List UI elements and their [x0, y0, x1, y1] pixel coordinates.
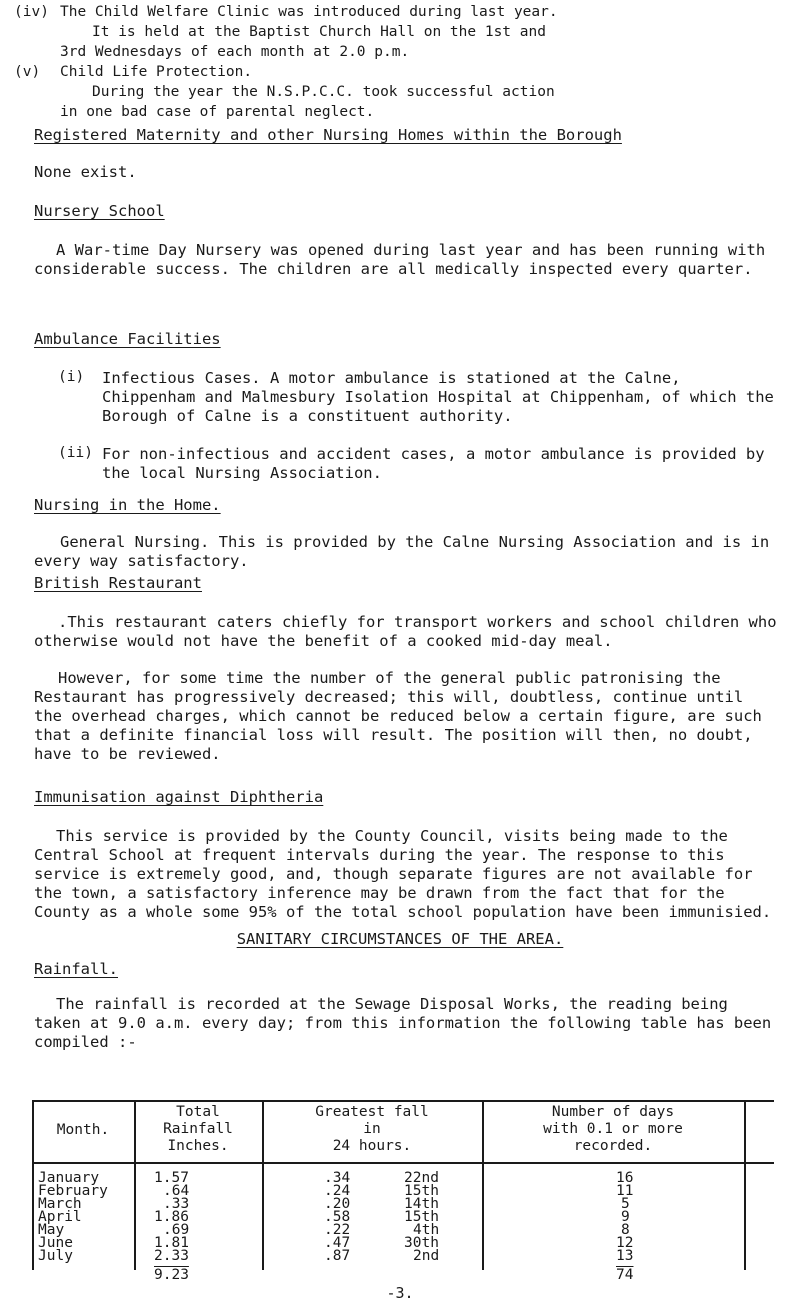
item-v-line3: in one bad case of parental neglect.: [60, 104, 375, 120]
row-march-fall: .20: [324, 1196, 351, 1212]
amb-ii-marker: (ii): [58, 445, 93, 461]
nursing-section: [0, 496, 800, 571]
row-february-fall: .24: [324, 1183, 351, 1199]
immunisation-section: [0, 788, 800, 922]
row-july-fall: .87: [324, 1248, 351, 1264]
restaurant-section: [0, 574, 800, 764]
rainfall-heading: Rainfall.: [34, 960, 118, 978]
row-april-month: April: [38, 1209, 82, 1225]
row-july-total: 2.33: [154, 1248, 189, 1264]
header-days-line-1: Number of days: [551, 1104, 675, 1120]
item-v-marker: (v): [14, 64, 41, 80]
row-april-date: 15th: [404, 1209, 439, 1225]
total-rainfall-sum: 9.23: [154, 1267, 189, 1283]
row-july-date: 2nd: [413, 1248, 440, 1264]
item-iv-line3: 3rd Wednesdays of each month at 2.0 p.m.: [60, 44, 410, 60]
row-march-month: March: [38, 1196, 82, 1212]
header-greatest-line-1: Greatest fall: [315, 1104, 429, 1120]
amb-i-text: Infectious Cases. A motor ambulance is stationed at the Calne, Chippenham and Malmesbury Isolation Hospital at Chippenham, of which the Borough of Calne is a constituent authority.: [102, 369, 774, 425]
restaurant-paragraph-1: .This restaurant caters chiefly for transport workers and school children who otherwise would not have the benefit of a cooked mid-day meal.: [34, 613, 777, 650]
header-total-line-1: Total: [176, 1104, 220, 1120]
maternity-text: None exist.: [34, 163, 137, 181]
rainfall-section: [0, 960, 800, 1052]
header-month: Month.: [56, 1122, 110, 1138]
table-top-rule: [32, 1100, 774, 1102]
restaurant-paragraph-2: However, for some time the number of the general public patronising the Restaurant has progressively decreased; this will, doubtless, continue until the overhead charges, which cannot be reduced below a certain figure, are such that a definite financial loss will result. The position will then, no doubt, have to be reviewed.: [34, 669, 762, 763]
table-header-rule: [32, 1162, 774, 1164]
immunisation-heading: Immunisation against Diphtheria: [34, 788, 324, 806]
row-may-total: .69: [163, 1222, 190, 1238]
header-greatest: [262, 1104, 482, 1155]
row-july-days: 13: [616, 1248, 634, 1264]
row-june-month: June: [38, 1235, 73, 1251]
header-days-line-3: recorded.: [573, 1138, 653, 1154]
amb-i-marker: (i): [58, 369, 85, 385]
item-iv-line1: The Child Welfare Clinic was introduced during last year.: [60, 4, 558, 20]
row-january-fall: .34: [324, 1170, 351, 1186]
row-may-fall: .22: [324, 1222, 351, 1238]
nursing-text: General Nursing. This is provided by the Calne Nursing Association and is in every way satisfactory.: [34, 533, 770, 570]
maternity-section: [0, 126, 800, 182]
item-v-line1: Child Life Protection.: [60, 64, 253, 80]
nursing-heading: Nursing in the Home.: [34, 496, 221, 514]
header-days-line-2: with 0.1 or more: [543, 1121, 683, 1137]
row-may-days: 8: [621, 1222, 630, 1238]
row-march-total: .33: [163, 1196, 190, 1212]
header-days: [482, 1104, 744, 1155]
immunisation-text: This service is provided by the County Council, visits being made to the Central School at frequent intervals during the year. The response to this service is extremely good, and, though separate figures are not available for the town, a satisfactory inference may be drawn from the fact that for the County as a whole some 95% of the total school population have been immunisied.: [34, 827, 772, 921]
sanitary-heading: SANITARY CIRCUMSTANCES OF THE AREA.: [236, 930, 564, 948]
row-march-days: 5: [621, 1196, 630, 1212]
row-june-total: 1.81: [154, 1235, 189, 1251]
row-april-days: 9: [621, 1209, 630, 1225]
rainfall-table: [32, 1100, 774, 1268]
page-number: -3.: [386, 1284, 414, 1302]
row-may-date: 4th: [413, 1222, 440, 1238]
row-january-total: 1.57: [154, 1170, 189, 1186]
row-january-days: 16: [616, 1170, 634, 1186]
row-january-date: 22nd: [404, 1170, 439, 1186]
row-february-date: 15th: [404, 1183, 439, 1199]
amb-ii-text: For non-infectious and accident cases, a motor ambulance is provided by the local Nursing Association.: [102, 445, 765, 482]
row-february-total: .64: [163, 1183, 190, 1199]
ambulance-section: [0, 330, 800, 485]
item-iv-marker: (iv): [14, 4, 49, 20]
row-january-month: January: [38, 1170, 100, 1186]
item-v-line2: During the year the N.S.P.C.C. took successful action: [92, 84, 555, 100]
row-june-fall: .47: [324, 1235, 351, 1251]
row-june-date: 30th: [404, 1235, 439, 1251]
row-february-month: February: [38, 1183, 108, 1199]
header-greatest-line-2: in: [363, 1121, 381, 1137]
table-right-rule: [744, 1100, 746, 1270]
header-total: [134, 1104, 262, 1155]
row-july-month: July: [38, 1248, 73, 1264]
sanitary-section: [0, 930, 800, 949]
row-february-days: 11: [616, 1183, 634, 1199]
nursery-heading: Nursery School: [34, 202, 165, 220]
row-june-days: 12: [616, 1235, 634, 1251]
header-greatest-line-3: 24 hours.: [332, 1138, 412, 1154]
header-total-line-2: Rainfall: [163, 1121, 233, 1137]
header-total-line-3: Inches.: [167, 1138, 229, 1154]
item-iv-line2: It is held at the Baptist Church Hall on the 1st and: [92, 24, 546, 40]
maternity-heading: Registered Maternity and other Nursing Homes within the Borough: [34, 126, 622, 144]
row-march-date: 14th: [404, 1196, 439, 1212]
ambulance-heading: Ambulance Facilities: [34, 330, 221, 348]
restaurant-heading: British Restaurant: [34, 574, 202, 592]
total-days-sum: 74: [616, 1267, 634, 1283]
nursery-text: A War-time Day Nursery was opened during last year and has been running with considerable success. The children are all medically inspected every quarter.: [34, 241, 766, 278]
row-april-total: 1.86: [154, 1209, 189, 1225]
rainfall-text: The rainfall is recorded at the Sewage Disposal Works, the reading being taken at 9.0 a.m. every day; from this information the following table has been compiled :-: [34, 995, 772, 1051]
nursery-section: [0, 202, 800, 279]
row-april-fall: .58: [324, 1209, 351, 1225]
row-may-month: May: [38, 1222, 65, 1238]
